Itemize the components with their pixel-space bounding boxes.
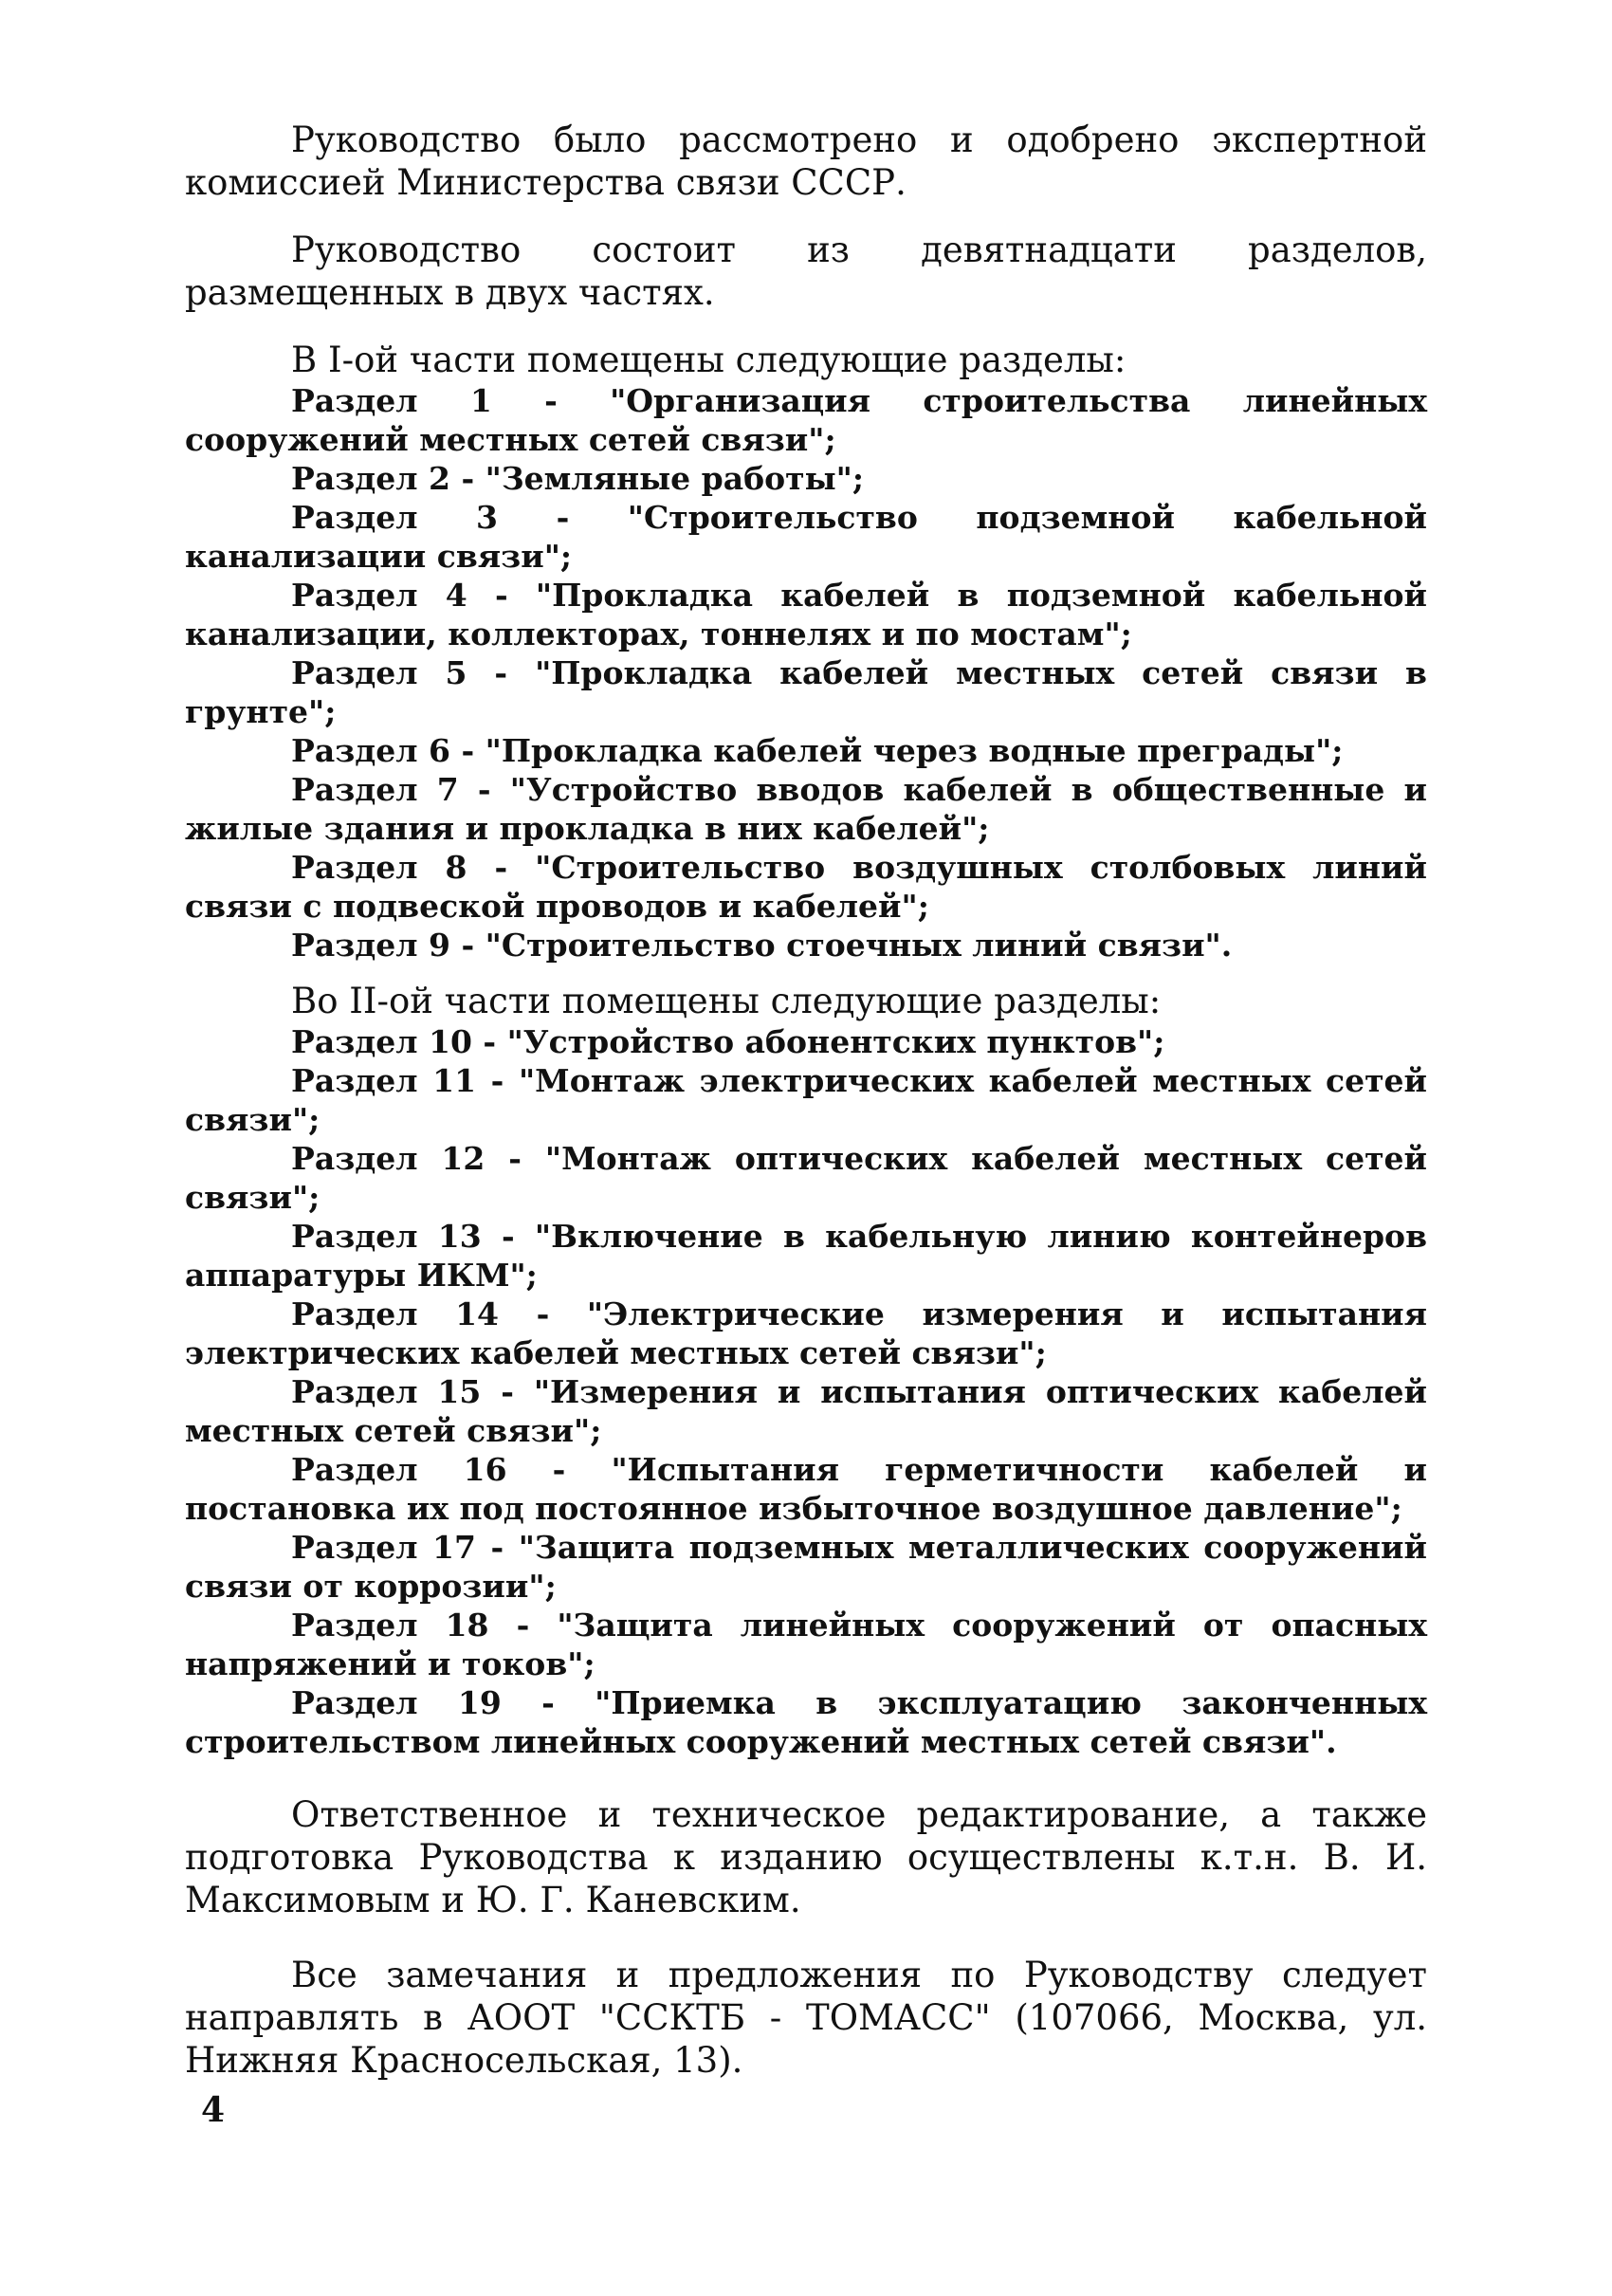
section-item: Раздел 14 - "Электрические измерения и испытания электрических кабелей местных сетей связи"; xyxy=(185,1295,1427,1371)
section-item: Раздел 11 - "Монтаж электрических кабелей местных сетей связи"; xyxy=(185,1062,1427,1138)
part2-section-list xyxy=(185,1022,1427,1761)
section-item: Раздел 17 - "Защита подземных металлических сооружений связи от коррозии"; xyxy=(185,1529,1427,1605)
section-item: Раздел 15 - "Измерения и испытания оптических кабелей местных сетей связи"; xyxy=(185,1373,1427,1449)
section-item: Раздел 16 - "Испытания герметичности кабелей и постановка их под постоянное избыточное воздушное давление"; xyxy=(185,1451,1427,1527)
part1-heading: В I-ой части помещены следующие разделы: xyxy=(291,340,1127,380)
structure-paragraph: Руководство состоит из девятнадцати разделов, размещенных в двух частях. xyxy=(185,230,1427,313)
section-item: Раздел 8 - "Строительство воздушных столбовых линий связи с подвеской проводов и кабелей"; xyxy=(185,849,1427,925)
document-body xyxy=(185,119,1427,2082)
section-item: Раздел 1 - "Организация строительства линейных сооружений местных сетей связи"; xyxy=(185,382,1427,458)
section-item: Раздел 10 - "Устройство абонентских пунктов"; xyxy=(291,1023,1165,1060)
contact-paragraph: Все замечания и предложения по Руководству следует направлять в АООТ "ССКТБ - ТОМАСС" (107066, Москва, ул. Нижняя Красносельская, 13). xyxy=(185,1955,1427,2081)
section-item: Раздел 9 - "Строительство стоечных линий связи". xyxy=(291,927,1233,964)
section-item: Раздел 2 - "Земляные работы"; xyxy=(291,460,865,497)
section-item: Раздел 18 - "Защита линейных сооружений от опасных напряжений и токов"; xyxy=(185,1607,1427,1682)
approval-paragraph: Руководство было рассмотрено и одобрено экспертной комиссией Министерства связи СССР. xyxy=(185,119,1427,203)
page-number: 4 xyxy=(201,2090,226,2130)
section-item: Раздел 7 - "Устройство вводов кабелей в общественные и жилые здания и прокладка в них кабелей"; xyxy=(185,771,1427,847)
section-item: Раздел 5 - "Прокладка кабелей местных сетей связи в грунте"; xyxy=(185,654,1427,730)
section-item: Раздел 4 - "Прокладка кабелей в подземной кабельной канализации, коллекторах, тоннелях и по мостам"; xyxy=(185,577,1427,652)
part2-heading: Во II-ой части помещены следующие разделы: xyxy=(291,981,1162,1021)
section-item: Раздел 19 - "Приемка в эксплуатацию законченных строительством линейных сооружений местных сетей связи". xyxy=(185,1684,1427,1760)
part1-section-list xyxy=(185,381,1427,964)
editing-credits-paragraph: Ответственное и техническое редактирование, а также подготовка Руководства к изданию осуществлены к.т.н. В. И. Максимовым и Ю. Г. Каневским. xyxy=(185,1794,1427,1920)
section-item: Раздел 6 - "Прокладка кабелей через водные преграды"; xyxy=(291,732,1344,769)
section-item: Раздел 13 - "Включение в кабельную линию контейнеров аппаратуры ИКМ"; xyxy=(185,1218,1427,1294)
section-item: Раздел 3 - "Строительство подземной кабельной канализации связи"; xyxy=(185,499,1427,575)
section-item: Раздел 12 - "Монтаж оптических кабелей местных сетей связи"; xyxy=(185,1140,1427,1216)
